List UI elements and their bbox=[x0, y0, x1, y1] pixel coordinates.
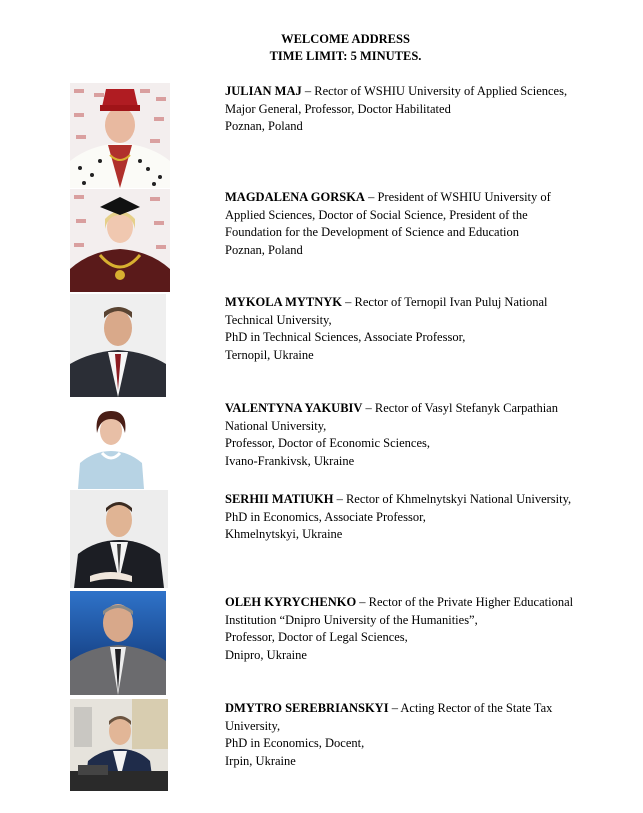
speaker-line: Technical University, bbox=[225, 312, 332, 327]
speaker-role: – President of WSHIU University of bbox=[364, 190, 551, 204]
speaker-line: Professor, Doctor of Legal Sciences, bbox=[225, 630, 408, 645]
speaker-bio-magdalena-gorska bbox=[225, 189, 605, 259]
speaker-line: Applied Sciences, Doctor of Social Science, President of the bbox=[225, 207, 528, 222]
speaker-name: MAGDALENA GORSKA bbox=[225, 190, 365, 204]
speaker-bio-julian-maj bbox=[225, 83, 605, 136]
speaker-photo-dmytro-serebrianskyi bbox=[70, 699, 168, 791]
speaker-photo-serhii-matiukh bbox=[70, 490, 168, 588]
speaker-name: DMYTRO SEREBRIANSKYI bbox=[225, 701, 389, 715]
speaker-line: PhD in Technical Sciences, Associate Professor, bbox=[225, 330, 466, 345]
heading-time-limit: TIME LIMIT: 5 MINUTES. bbox=[269, 49, 422, 63]
speaker-bio-valentyna-yakubiv bbox=[225, 400, 605, 470]
speaker-bio-dmytro-serebrianskyi bbox=[225, 700, 605, 770]
speaker-name: SERHII MATIUKH bbox=[225, 492, 334, 506]
speaker-name: VALENTYNA YAKUBIV bbox=[225, 401, 363, 415]
speaker-photo-julian-maj bbox=[70, 83, 170, 188]
speaker-name: JULIAN MAJ bbox=[225, 84, 302, 98]
speaker-bio-serhii-matiukh bbox=[225, 491, 605, 544]
speaker-location: Khmelnytskyi, Ukraine bbox=[225, 527, 343, 542]
speaker-line: PhD in Economics, Docent, bbox=[225, 736, 365, 751]
speaker-location: Poznan, Poland bbox=[225, 242, 303, 257]
speaker-role: – Rector of Vasyl Stefanyk Carpathian bbox=[362, 401, 558, 415]
speaker-photo-oleh-kyrychenko bbox=[70, 591, 166, 695]
speaker-line: University, bbox=[225, 718, 281, 733]
speaker-role: – Acting Rector of the State Tax bbox=[388, 701, 553, 715]
heading-welcome-address: WELCOME ADDRESS bbox=[281, 32, 410, 46]
speaker-line: Major General, Professor, Doctor Habilitated bbox=[225, 101, 451, 116]
speaker-location: Irpin, Ukraine bbox=[225, 753, 296, 768]
speaker-photo-mykola-mytnyk bbox=[70, 294, 166, 397]
speaker-bio-oleh-kyrychenko bbox=[225, 594, 605, 664]
speaker-photo-valentyna-yakubiv bbox=[70, 399, 152, 489]
speaker-line: PhD in Economics, Associate Professor, bbox=[225, 509, 426, 524]
speaker-location: Ivano-Frankivsk, Ukraine bbox=[225, 453, 355, 468]
speaker-line: Professor, Doctor of Economic Sciences, bbox=[225, 436, 430, 451]
speaker-line: Foundation for the Development of Science and Education bbox=[225, 225, 520, 240]
speaker-role: – Rector of the Private Higher Educational bbox=[356, 595, 574, 609]
speaker-location: Ternopil, Ukraine bbox=[225, 347, 314, 362]
speaker-bio-mykola-mytnyk bbox=[225, 294, 605, 364]
speaker-role: – Rector of Ternopil Ivan Puluj National bbox=[342, 295, 548, 309]
speaker-role: – Rector of WSHIU University of Applied Sciences, bbox=[301, 84, 568, 98]
speaker-line: National University, bbox=[225, 418, 327, 433]
speaker-photo-magdalena-gorska bbox=[70, 189, 170, 292]
speaker-name: MYKOLA MYTNYK bbox=[225, 295, 343, 309]
speaker-role: – Rector of Khmelnytskyi National University, bbox=[333, 492, 572, 506]
speaker-name: OLEH KYRYCHENKO bbox=[225, 595, 357, 609]
speaker-line: Institution “Dnipro University of the Humanities”, bbox=[225, 612, 478, 627]
speaker-location: Dnipro, Ukraine bbox=[225, 647, 307, 662]
speaker-location: Poznan, Poland bbox=[225, 119, 303, 134]
